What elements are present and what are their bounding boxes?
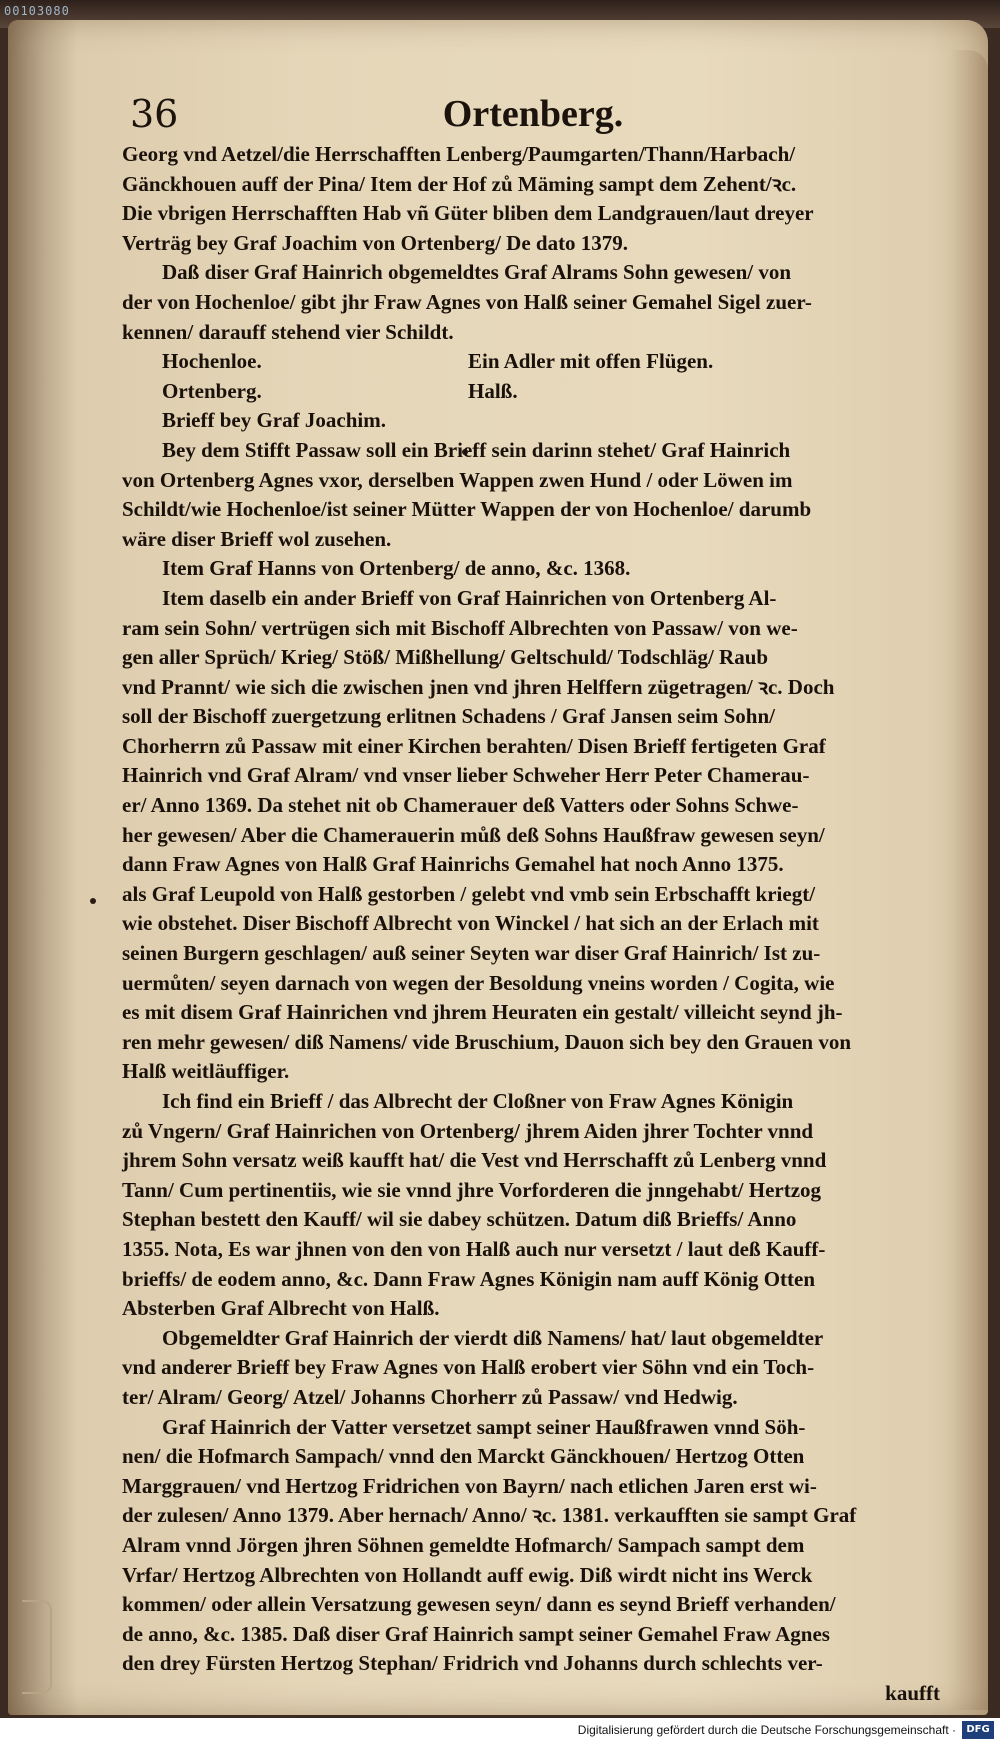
text-line: ren mehr gewesen/ diß Namens/ vide Bruschium, Dauon sich bey den Grauen von <box>122 1029 852 1054</box>
text-line: ram sein Sohn/ vertrügen sich mit Bischoff Albrechten von Passaw/ von we- <box>122 615 798 640</box>
text-line: Die vbrigen Herrschafften Hab vñ Güter bliben dem Landgrauen/laut dreyer <box>122 201 814 226</box>
text-line: Brieff bey Graf Joachim. <box>162 408 386 433</box>
text-line: vnd Prannt/ wie sich die zwischen jnen vnd jhren Helffern zügetragen/ ꝛc. Doch <box>122 674 835 699</box>
text-line: der zulesen/ Anno 1379. Aber hernach/ Anno/ ꝛc. 1381. verkaufften sie sampt Graf <box>122 1503 857 1528</box>
text-line: Graf Hainrich der Vatter versetzet sampt seiner Haußfrawen vnnd Söh- <box>162 1414 806 1439</box>
arms-left: Ortenberg. <box>162 378 262 403</box>
dfg-logo-icon: DFG <box>962 1721 994 1739</box>
text-line: her gewesen/ Aber die Chamerauerin můß deß Sohns Haußfraw gewesen seyn/ <box>122 822 825 847</box>
text-line: er/ Anno 1369. Da stehet nit ob Chamerauer deß Vatters oder Sohns Schwe- <box>122 793 799 818</box>
spine-shadow <box>8 20 78 1715</box>
page-number: 36 <box>130 92 179 136</box>
text-line: kommen/ oder allein Versatzung gewesen seyn/ dann es seynd Brieff verhanden/ <box>122 1592 836 1617</box>
text-line: uermůten/ seyen darnach von wegen der Besoldung vneins worden / Cogita, wie <box>122 970 835 995</box>
text-line: von Ortenberg Agnes vxor, derselben Wappen zwen Hund / oder Löwen im <box>122 467 793 492</box>
text-line: den drey Fürsten Hertzog Stephan/ Fridrich vnd Johanns durch schlechts ver- <box>122 1651 823 1676</box>
arms-right: Halß. <box>468 378 518 403</box>
arms-left: Hochenloe. <box>162 349 262 374</box>
text-line: Alram vnnd Jörgen jhren Söhnen gemeldte Hofmarch/ Sampach sampt dem <box>122 1532 805 1557</box>
funding-credit: Digitalisierung gefördert durch die Deutsche Forschungsgemeinschaft · <box>577 1723 956 1737</box>
text-line: Schildt/wie Hochenloe/ist seiner Mütter Wappen der von Hochenloe/ darumb <box>122 497 812 522</box>
text-line: wäre diser Brieff wol zusehen. <box>122 526 392 551</box>
ink-dot <box>90 898 96 904</box>
text-line: jhrem Sohn versatz weiß kaufft hat/ die Vest vnd Herrschafft zů Lenberg vnnd <box>122 1148 827 1173</box>
text-line: Stephan bestett den Kauff/ wil sie dabey schützen. Datum diß Brieffs/ Anno <box>122 1207 797 1232</box>
text-line: vnd anderer Brieff bey Fraw Agnes von Halß erobert vier Söhn vnd ein Toch- <box>122 1355 815 1380</box>
text-line: Verträg bey Graf Joachim von Ortenberg/ De dato 1379. <box>122 230 629 255</box>
text-line: Ich find ein Brieff / das Albrecht der Cloßner von Fraw Agnes Königin <box>162 1089 794 1113</box>
catchword: kaufft <box>885 1680 940 1705</box>
text-line: Absterben Graf Albrecht von Halß. <box>122 1296 440 1321</box>
scan-id: 00103080 <box>4 4 70 18</box>
text-line: ter/ Alram/ Georg/ Atzel/ Johanns Chorherr zů Passaw/ vnd Hedwig. <box>122 1384 738 1409</box>
text-line: Bey dem Stifft Passaw soll ein Brieff sein darinn stehet/ Graf Hainrich <box>162 437 791 462</box>
text-line: Vrfar/ Hertzog Albrechten von Hollandt auff ewig. Diß wirdt nicht ins Werck <box>122 1562 813 1587</box>
digitization-footer <box>0 1718 1000 1743</box>
text-line: seinen Burgern geschlagen/ auß seiner Seyten war diser Graf Hainrich/ Ist zu- <box>122 941 821 966</box>
text-line: brieffs/ de eodem anno, &c. Dann Fraw Agnes Königin nam auff König Otten <box>122 1266 816 1291</box>
text-line: Chorherrn zů Passaw mit einer Kirchen berahten/ Disen Brieff fertigeten Graf <box>122 733 826 758</box>
text-line: Tann/ Cum pertinentiis, wie sie vnnd jhre Vorforderen die jnngehabt/ Hertzog <box>122 1177 822 1202</box>
text-line: zů Vngern/ Graf Hainrichen von Ortenberg/ jhrem Aiden jhrer Tochter vnnd <box>122 1118 814 1143</box>
text-line: als Graf Leupold von Halß gestorben / gelebt vnd vmb sein Erbschafft kriegt/ <box>122 881 816 906</box>
body-text <box>122 140 960 1708</box>
text-line: Item Graf Hanns von Ortenberg/ de anno, &c. 1368. <box>162 556 631 581</box>
coat-of-arms-row <box>122 377 960 407</box>
text-line: de anno, &c. 1385. Daß diser Graf Hainrich sampt seiner Gemahel Fraw Agnes <box>122 1621 830 1646</box>
text-line: soll der Bischoff zuergetzung erlitnen Schadens / Graf Jansen seim Sohn/ <box>122 704 775 729</box>
text-line: Item daselb ein ander Brieff von Graf Hainrichen von Ortenberg Al- <box>162 585 777 610</box>
text-line: Halß weitläuffiger. <box>122 1059 290 1084</box>
running-title: Ortenberg. <box>442 93 624 135</box>
text-line: Gänckhouen auff der Pina/ Item der Hof zů Mäming sampt dem Zehent/ꝛc. <box>122 171 797 196</box>
text-line: gen aller Sprüch/ Krieg/ Stöß/ Mißhellung/ Geltschuld/ Todschläg/ Raub <box>122 645 769 670</box>
text-line: Obgemeldter Graf Hainrich der vierdt diß Namens/ hat/ laut obgemeldter <box>162 1325 824 1350</box>
text-line: dann Fraw Agnes von Halß Graf Hainrichs Gemahel hat noch Anno 1375. <box>122 852 784 877</box>
text-line: der von Hochenloe/ gibt jhr Fraw Agnes von Halß seiner Gemahel Sigel zuer- <box>122 289 812 314</box>
coat-of-arms-row <box>122 347 960 377</box>
text-line: Hainrich vnd Graf Alram/ vnd vnser lieber Schweher Herr Peter Chamerau- <box>122 763 810 788</box>
text-line: Marggrauen/ vnd Hertzog Fridrichen von Bayrn/ nach etlichen Jaren erst wi- <box>122 1473 817 1498</box>
text-line: es mit disem Graf Hainrichen vnd jhrem Heuraten ein gestalt/ villeicht seynd jh- <box>122 1000 843 1025</box>
text-line: 1355. Nota, Es war jhnen von den von Halß auch nur versetzt / laut deß Kauff- <box>122 1236 826 1261</box>
text-line: Georg vnd Aetzel/die Herrschafften Lenberg/Paumgarten/Thann/Harbach/ <box>122 142 796 166</box>
text-line: kennen/ darauff stehend vier Schildt. <box>122 319 454 344</box>
text-line: Daß diser Graf Hainrich obgemeldtes Graf Alrams Sohn gewesen/ von <box>162 260 792 285</box>
text-line: nen/ die Hofmarch Sampach/ vnnd den Marckt Gänckhouen/ Hertzog Otten <box>122 1444 805 1469</box>
arms-right: Ein Adler mit offen Flügen. <box>468 349 714 374</box>
text-line: wie obstehet. Diser Bischoff Albrecht von Winckel / hat sich an der Erlach mit <box>122 911 819 936</box>
page-header <box>118 84 948 144</box>
page-tab-mark <box>22 1600 52 1694</box>
